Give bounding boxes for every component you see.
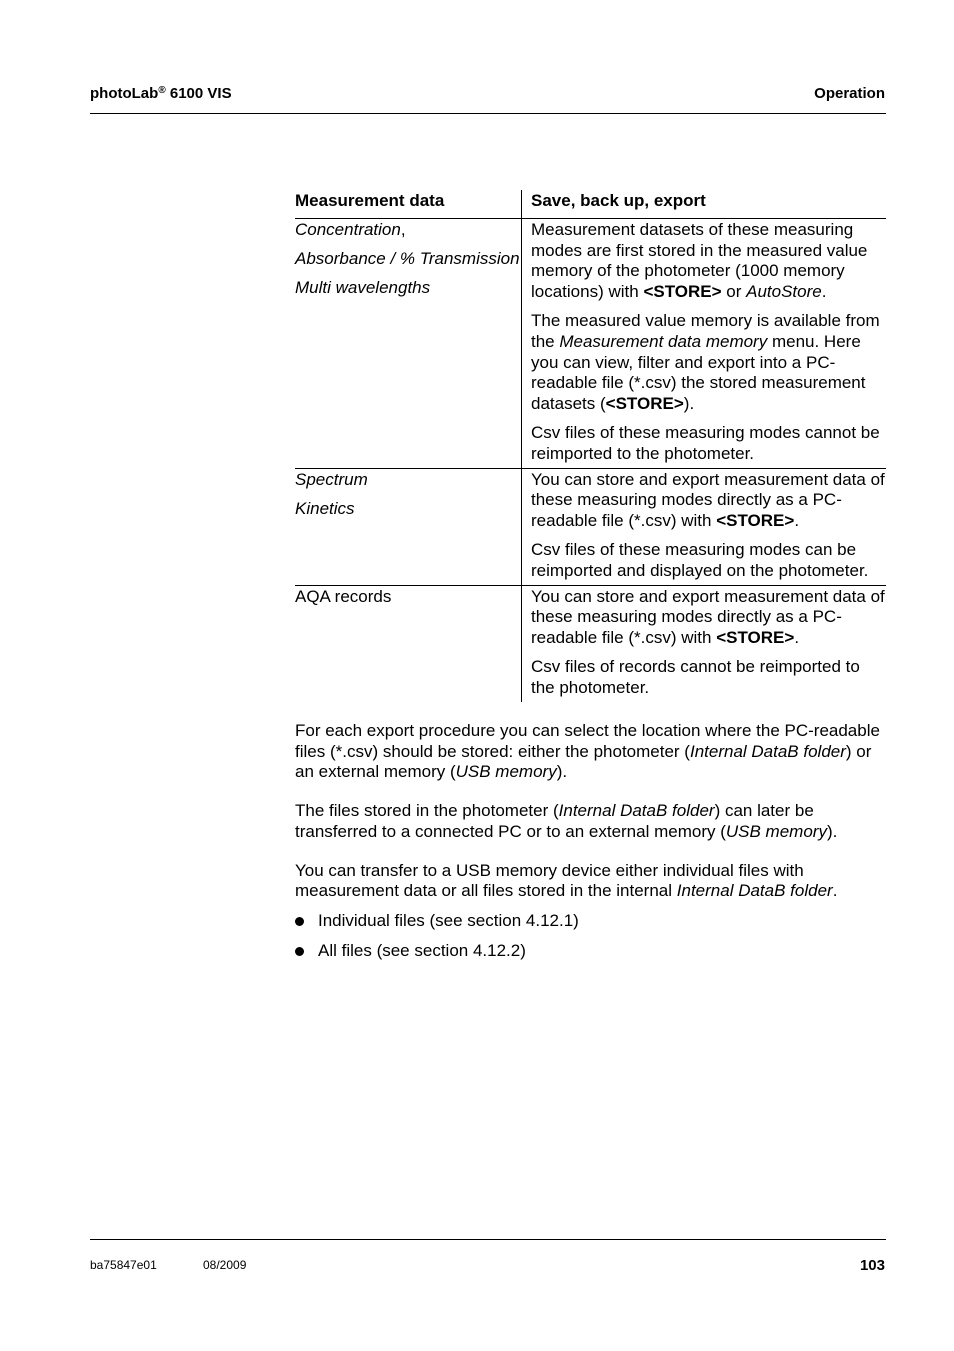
modes-cell: [295, 219, 522, 469]
description-paragraph: You can store and export measurement data of these measuring modes directly as a PC-readable file (*.csv) with <STORE>.: [531, 469, 885, 531]
product-name: photoLab: [90, 85, 159, 102]
mode-absorbance-transmission: Absorbance / % Transmission: [295, 249, 520, 269]
body-text: [295, 721, 886, 970]
table-header-row: [295, 190, 886, 219]
page-number: 103: [859, 1257, 885, 1274]
footer-doc-code: ba75847e01: [90, 1258, 157, 1272]
header-product: [90, 85, 232, 102]
modes-cell: [295, 468, 522, 585]
product-model: 6100 VIS: [169, 85, 232, 102]
mode-comma: ,: [400, 220, 406, 239]
description-paragraph: Measurement datasets of these measuring modes are first stored in the measured value memory of the photometer (1000 memory locations) with <STORE> or AutoStore.: [531, 220, 868, 302]
list-item: Individual files (see section 4.12.1): [295, 911, 886, 932]
footer-date: 08/2009: [203, 1258, 247, 1272]
measurement-data-table: [295, 190, 886, 702]
header-section: Operation: [814, 85, 885, 102]
mode-aqa-records: AQA records: [295, 586, 392, 606]
description-cell: [522, 219, 887, 469]
modes-cell: [295, 585, 522, 702]
mode-multi-wavelengths: Multi wavelengths: [295, 278, 431, 298]
list-item: All files (see section 4.12.2): [295, 941, 886, 962]
mode-concentration: Concentration: [295, 220, 401, 239]
paragraph-usb-transfer: You can transfer to a USB memory device either individual files with measurement data or all files stored in the internal Internal DataB folder.: [295, 860, 838, 901]
mode-kinetics: Kinetics: [295, 498, 355, 518]
bullet-list: [295, 911, 886, 961]
paragraph-export-location: For each export procedure you can select the location where the PC-readable files (*.csv) should be stored: either the photometer (Internal DataB folder) or an external memory (USB memory).: [295, 721, 880, 782]
description-cell: [522, 468, 887, 585]
paragraph-transfer: The files stored in the photometer (Internal DataB folder) can later be transferred to a connected PC or to an external memory (USB memory).: [295, 801, 838, 841]
mode-spectrum: Spectrum: [295, 469, 368, 489]
col-header-measurement-data: Measurement data: [295, 190, 522, 219]
table-row: [295, 585, 886, 702]
col-header-save-backup-export: Save, back up, export: [522, 190, 887, 219]
description-paragraph: You can store and export measurement data of these measuring modes directly as a PC-readable file (*.csv) with <STORE>.: [531, 586, 885, 648]
description-paragraph: Csv files of records cannot be reimported to the photometer.: [531, 657, 860, 698]
bullet-icon: [295, 917, 304, 926]
registered-mark: ®: [158, 85, 166, 96]
description-paragraph: The measured value memory is available from the Measurement data memory menu. Here you can view, filter and export into a PC-readable file (*.csv) the stored measurement datasets (<STORE>).: [531, 311, 880, 414]
footer-rule: [90, 1239, 886, 1240]
table-row: [295, 219, 886, 469]
description-cell: [522, 585, 887, 702]
header-rule: [90, 113, 886, 114]
description-paragraph: Csv files of these measuring modes cannot be reimported to the photometer.: [531, 423, 880, 464]
table-row: [295, 468, 886, 585]
bullet-icon: [295, 947, 304, 956]
description-paragraph: Csv files of these measuring modes can be reimported and displayed on the photometer.: [531, 540, 869, 581]
